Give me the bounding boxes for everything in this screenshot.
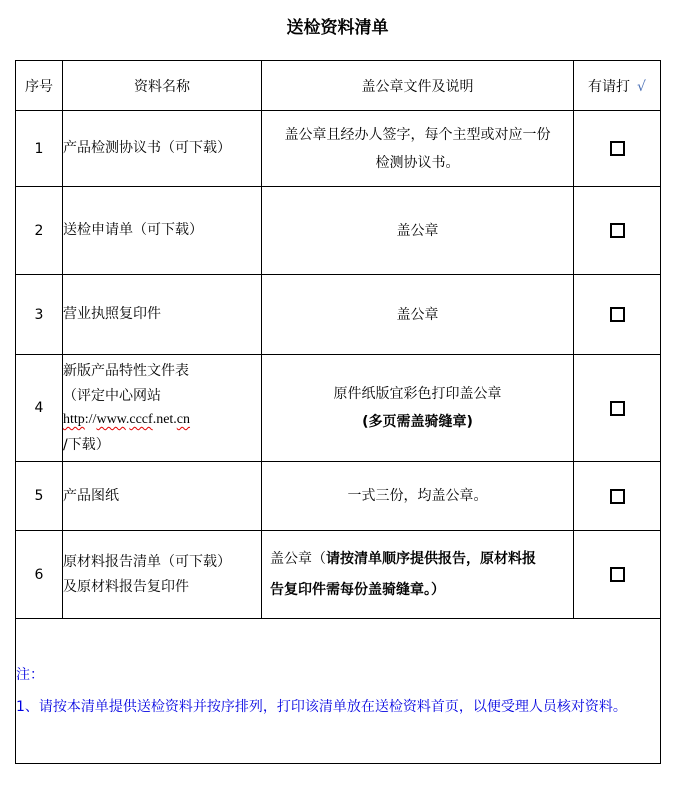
table-row-6 xyxy=(16,531,661,619)
check-cell xyxy=(574,355,661,462)
checkbox[interactable] xyxy=(610,223,625,238)
row-number: 1 xyxy=(16,111,63,187)
checkbox[interactable] xyxy=(610,307,625,322)
checkbox[interactable] xyxy=(610,567,625,582)
url-part: .net. xyxy=(152,412,177,427)
name-line: 原材料报告清单（可下载） xyxy=(63,554,231,570)
checkbox[interactable] xyxy=(610,141,625,156)
checkmark-glyph: √ xyxy=(637,78,646,95)
url-part: cn xyxy=(176,412,191,427)
download-url xyxy=(63,408,261,433)
table-row-3 xyxy=(16,275,661,355)
notes-section xyxy=(16,619,661,764)
material-name xyxy=(63,355,262,462)
row-number: 5 xyxy=(16,462,63,531)
name-line: 及原材料报告复印件 xyxy=(63,578,189,595)
document-page xyxy=(0,13,675,804)
check-cell xyxy=(574,462,661,531)
url-part: cccf xyxy=(129,412,153,427)
page-title: 送检资料清单 xyxy=(286,18,389,38)
row-number: 6 xyxy=(16,531,63,619)
row-number: 3 xyxy=(16,275,63,355)
checkbox[interactable] xyxy=(610,401,625,416)
check-cell xyxy=(574,275,661,355)
table-header-row xyxy=(16,61,661,111)
notes-item-1: 1、请按本清单提供送检资料并按序排列，打印该清单放在送检资料首页，以便受理人员核对资料。 xyxy=(16,699,627,715)
header-name: 资料名称 xyxy=(63,61,262,111)
material-name xyxy=(63,531,262,619)
seal-instructions xyxy=(262,111,574,187)
url-part: :// xyxy=(84,412,97,427)
desc-bold: 请按清单顺序提供报告，原材料报告复印件需每份盖骑缝章。） xyxy=(270,551,536,598)
notes-row xyxy=(16,619,661,764)
material-name: 产品图纸 xyxy=(63,462,262,531)
checkbox[interactable] xyxy=(610,489,625,504)
seal-instructions xyxy=(262,531,574,619)
desc-line-bold: (多页需盖骑缝章) xyxy=(362,414,473,430)
desc-line: 盖公章且经办人签字，每个主型或对应一份 xyxy=(284,126,551,143)
seal-instructions xyxy=(262,355,574,462)
desc-line: 检测协议书。 xyxy=(375,154,460,171)
row-number: 2 xyxy=(16,187,63,275)
url-part: . xyxy=(125,412,130,427)
header-no: 序号 xyxy=(16,61,63,111)
header-desc: 盖公章文件及说明 xyxy=(262,61,574,111)
materials-checklist-table xyxy=(15,60,661,764)
seal-instructions: 盖公章 xyxy=(262,187,574,275)
desc-line: 原件纸版宜彩色打印盖公章 xyxy=(333,386,502,402)
seal-instructions: 一式三份，均盖公章。 xyxy=(262,462,574,531)
url-part: http xyxy=(63,412,85,427)
notes-label: 注： xyxy=(16,666,44,683)
material-name: 产品检测协议书（可下载） xyxy=(63,111,262,187)
table-row-4 xyxy=(16,355,661,462)
desc-prefix: 盖公章（ xyxy=(270,551,326,568)
seal-instructions: 盖公章 xyxy=(262,275,574,355)
name-line: （评定中心网站 xyxy=(63,387,161,404)
header-check xyxy=(574,61,661,111)
url-part: www xyxy=(96,412,126,427)
name-line: 新版产品特性文件表 xyxy=(63,363,189,379)
table-row-2 xyxy=(16,187,661,275)
material-name: 营业执照复印件 xyxy=(63,275,262,355)
material-name: 送检申请单（可下载） xyxy=(63,187,262,275)
name-line: /下载） xyxy=(63,436,110,453)
table-row-1 xyxy=(16,111,661,187)
header-check-label: 有请打 xyxy=(588,78,631,95)
check-cell xyxy=(574,111,661,187)
table-row-5 xyxy=(16,462,661,531)
row-number: 4 xyxy=(16,355,63,462)
check-cell xyxy=(574,187,661,275)
check-cell xyxy=(574,531,661,619)
